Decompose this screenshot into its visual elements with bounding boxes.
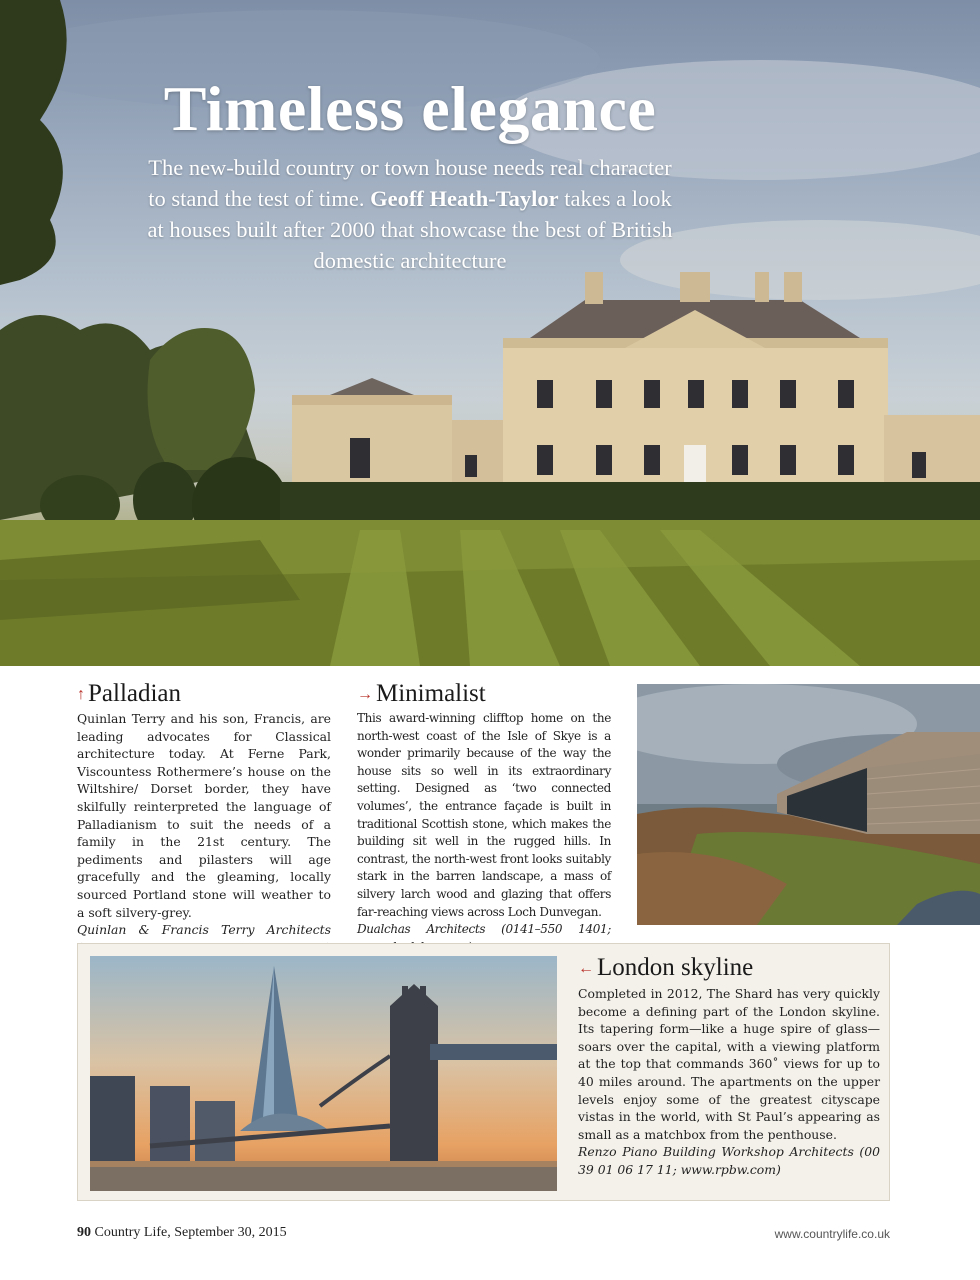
standfirst-text-end: takes a look at houses built after 2000 that showcase the best of British domestic architecture [147,186,673,273]
london-skyline-illustration [90,956,557,1191]
london-body [578,985,880,1179]
london-body-text: Completed in 2012, The Shard has very quickly become a defining part of the London skyline. Its tapering form—like a huge spire of glass—soars over the capital, with a viewing platform at the top that commands 360˚ views for up to 40 miles around. The apartments on the upper levels enjoy some of the greatest cityscape vistas in the world, with St Paul’s appearing as small as a matchbox from the penthouse. [578,986,880,1142]
footer-folio [77,1225,287,1241]
footer-website: www.countrylife.co.uk [774,1227,890,1241]
london-heading [578,954,880,982]
palladian-body [77,710,331,956]
london-skyline-box [77,943,890,1201]
clifftop-house-illustration [637,684,980,925]
page-number: 90 [77,1225,91,1240]
palladian-section [77,680,331,956]
minimalist-body [357,710,611,956]
minimalist-house-photo [637,684,980,925]
shard-tower-bridge-photo [90,956,557,1191]
minimalist-heading-text: Minimalist [376,680,486,707]
palladian-body-text: Quinlan Terry and his son, Francis, are leading advocates for Classical architecture today. At Ferne Park, Viscountess Rothermere’s house on the Wiltshire/ Dorset border, they have skilfully reinterpreted the language of Palladianism to suit the needs of a family in the 21st century. The pediments and pilasters will age gracefully and the gleaming, locally sourced Portland stone will weather to a soft silvery-grey. [77,711,331,920]
article-title: Timeless elegance [163,73,657,144]
london-heading-text: London skyline [597,954,754,981]
palladian-heading [77,680,331,708]
article-standfirst [140,152,680,276]
standfirst-text: The new-build country or town house needs real character to stand the test of time. [148,155,672,211]
minimalist-body-text: This award-winning clifftop home on the north-west coast of the Isle of Skye is a wonder primarily because of the way the house sits so well in its extraordinary setting. Designed as ‘two connected volumes’, the entrance façade is built in traditional Scottish stone, which makes the building sit well in the rugged hills. In contrast, the north-west front looks suitably stark in the barren landscape, a mass of silvery larch wood and glazing that offers far-reaching views across Loch Dunvegan. [357,711,611,919]
arrow-right-icon: → [357,686,373,703]
arrow-up-icon: ↑ [77,686,85,703]
minimalist-heading [357,680,611,708]
minimalist-credit: Dualchas Architects (0141–550 1401; [357,922,611,937]
london-text [578,954,880,1179]
minimalist-section [357,680,611,956]
palladian-heading-text: Palladian [88,680,182,707]
palladian-credit: Quinlan & Francis Terry Architects [77,922,331,938]
author-name: Geoff Heath-Taylor [370,186,559,211]
arrow-left-icon: ← [578,960,594,977]
publication-date: Country Life, September 30, 2015 [91,1225,287,1240]
london-credit: Renzo Piano Building Workshop Architects (00 39 01 06 17 11; www.rpbw.com) [578,1144,880,1177]
